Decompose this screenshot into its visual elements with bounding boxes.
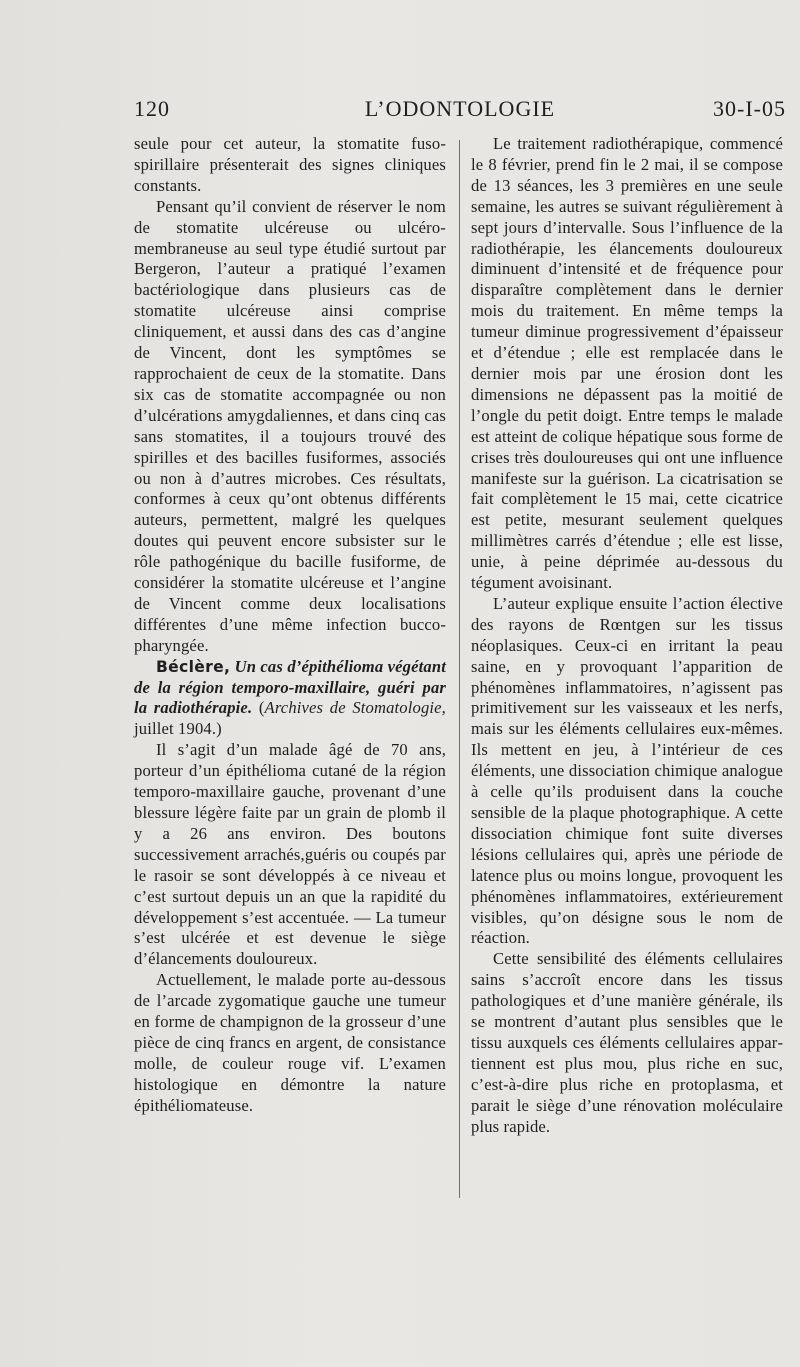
journal-title: L’ODONTOLOGIE xyxy=(364,96,556,121)
biblio-author: Béclère, xyxy=(156,657,231,676)
page-number: 120 xyxy=(134,96,170,121)
left-paragraph-2: Pensant qu’il convient de réserver le nom de stomatite ulcéreuse ou ulcéro-membraneuse au seul type étudié surtout par Bergeron, l’auteur a pratiqué l’examen bactériologique dans plusieurs cas de stomatite ulcéreuse ainsi comprise cliniquement, et aussi dans des cas d’angine de Vincent, dont les symptômes se rapprochaient de ceux de la stomatite. Dans six cas de stomatite accompagnée ou non d’ulcérations amygdaliennes, et dans cinq cas sans stomatites, il a toujours trouvé des spirilles et des bacilles fusiformes, associés ou non à d’autres microbes. Ces résultats, conformes à ceux qu’ont obtenus différents auteurs, permettent, malgré les quelques doutes qui peuvent encore subsister sur le rôle pathogénique du bacille fusiforme, de considérer la stomatite ulcéreuse et l’angine de Vincent comme deux localisations différentes d’une même infection bucco-pharyngée. xyxy=(134,196,446,655)
biblio-open-paren: ( xyxy=(258,698,265,718)
right-paragraph-3: Cette sensibilité des éléments cellulaires sains s’accroît encore dans les tissus pathologiques et d’une manière générale, ils se montrent d’autant plus sensibles que le tissu auxquels ces éléments cellulaires appartiennent est plus mou, plus riche en suc, c’est-à-dire plus riche en protoplasma, et parait le siège d’une rénovation moléculaire plus rapide. xyxy=(471,949,783,1136)
left-paragraph-4: Actuellement, le malade porte au-dessous de l’arcade zygomatique gauche une tumeur en forme de champignon de la grosseur d’une pièce de cinq francs en argent, de consistance molle, de couleur rouge vif. L’examen histologique en démontre la nature épithéliomateuse. xyxy=(134,970,446,1115)
right-column xyxy=(471,134,783,1138)
biblio-journal: Archives de Stomatologie, xyxy=(264,698,446,718)
left-paragraph-1: seule pour cet auteur, la stomatite fuso-spirillaire présenterait des signes cliniques constants. xyxy=(134,134,446,195)
left-paragraph-3: Il s’agit d’un malade âgé de 70 ans, porteur d’un épithélioma cutané de la région temporo-maxillaire gauche, provenant d’une blessure légère faite par un grain de plomb il y a 26 ans environ. Des boutons successivement arrachés,guéris ou coupés par le rasoir se sont développés à ce niveau et c’est surtout depuis un an que la rapidité du développement s’est accentuée. — La tumeur s’est ulcérée et est devenue le siège d’élancements douloureux. xyxy=(134,740,446,969)
running-head xyxy=(134,96,786,126)
left-column xyxy=(134,134,446,1117)
biblio-date: juillet 1904.) xyxy=(134,719,222,739)
biblio-title: Un cas d’épithélioma végétant de la région temporo-maxillaire, guéri par la radiothérapie. xyxy=(134,656,446,718)
issue-date: 30-I-05 xyxy=(713,96,786,121)
bibliographic-entry xyxy=(134,657,446,741)
right-paragraph-1: Le traitement radiothérapique, commencé le 8 février, prend fin le 2 mai, il se compose de 13 séances, les 3 premières en une seule semaine, les autres se suivant régulièrement à sept jours d’intervalle. Sous l’influence de la radiothérapie, les élancements douloureux diminuent d’intensité et de fréquence pour disparaître complètement dans le dernier mois du traitement. En même temps la tumeur diminue progressivement d’épaisseur et d’étendue ; elle est remplacée dans le dernier mois par une érosion dont les dimensions ne dépassent pas la moitié de l’ongle du petit doigt. Entre temps le malade est atteint de colique hépatique sous forme de crises très douloureuses qui ont une influence manifeste sur la guérison. La cicatrisation se fait complètement le 15 mai, cette cicatrice est petite, mesurant seulement quelques millimètres carrés d’étendue ; elle est lisse, unie, à peine déprimée au-dessous du tégument avoisinant. xyxy=(471,134,783,593)
right-paragraph-2: L’auteur explique ensuite l’action élective des rayons de Rœntgen sur les tissus néoplasiques. Ceux-ci en irritant la peau saine, en y provoquant l’apparition de phénomènes inflammatoires, n’agissent pas primitivement sur les vaisseaux et les nerfs, mais sur les éléments cellulaires eux-mêmes. Ils mettent en jeu, à l’intérieur de ces éléments, une dissociation chimique analogue à celle qu’ils produisent dans la couche sensible de la plaque photographique. A cette dissociation chimique font suite diverses lésions cellulaires qui, après une période de latence plus ou moins longue, provoquent les phénomènes inflammatoires, extérieurement visibles, qu’on désigne sous le nom de réaction. xyxy=(471,593,783,948)
column-divider xyxy=(459,140,460,1198)
